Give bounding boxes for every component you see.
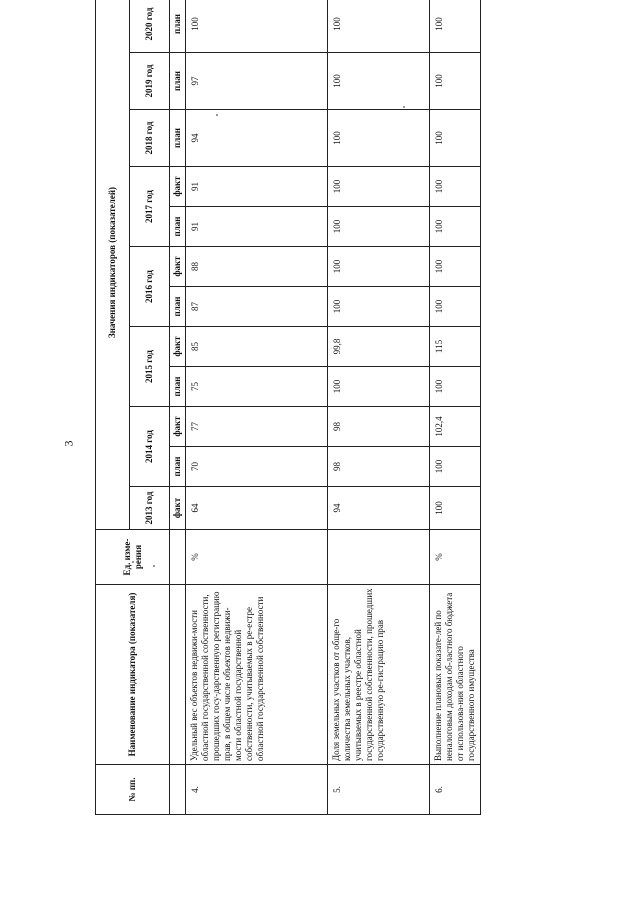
- header-unit: Ед. изме-рения: [96, 530, 170, 585]
- year-2015: 2015 год: [130, 327, 170, 407]
- row-value: 100: [328, 110, 430, 167]
- row-value: 102,4: [430, 407, 481, 447]
- year-2018: 2018 год: [130, 110, 170, 167]
- year-2017: 2017 год: [130, 167, 170, 247]
- row-value: 100: [328, 167, 430, 207]
- row-value: 77: [186, 407, 328, 447]
- row-value: 100: [328, 287, 430, 327]
- page-number: 3: [61, 440, 76, 447]
- empty-cell: [170, 530, 186, 585]
- row-num: 6.: [430, 765, 481, 815]
- indicator-table: [95, 0, 481, 815]
- sub-2018-plan: план: [170, 110, 186, 167]
- row-value: 100: [430, 447, 481, 487]
- row-value: 100: [430, 207, 481, 247]
- year-2013: 2013 год: [130, 487, 170, 530]
- year-2016: 2016 год: [130, 247, 170, 327]
- row-value: 100: [430, 487, 481, 530]
- row-value: 75: [186, 367, 328, 407]
- rotated-table-container: [95, 7, 476, 815]
- row-value: 100: [430, 0, 481, 53]
- year-2019: 2019 год: [130, 53, 170, 110]
- sub-2019-plan: план: [170, 53, 186, 110]
- row-num: 4.: [186, 765, 328, 815]
- row-value: 100: [430, 53, 481, 110]
- row-value: 100: [430, 167, 481, 207]
- row-value: 98: [328, 407, 430, 447]
- row-value: 99,8: [328, 327, 430, 367]
- row-value: 100: [430, 247, 481, 287]
- row-value: 64: [186, 487, 328, 530]
- row-value: 100: [328, 207, 430, 247]
- sub-2016-plan: план: [170, 287, 186, 327]
- sub-2017-plan: план: [170, 207, 186, 247]
- table-row: [186, 0, 328, 815]
- row-value: 91: [186, 167, 328, 207]
- row-unit: [328, 530, 430, 585]
- row-value: 94: [186, 110, 328, 167]
- sub-2014-fact: факт: [170, 407, 186, 447]
- header-values: Значения индикаторов (показателей): [96, 0, 130, 530]
- header-row-1: [96, 0, 130, 815]
- row-value: 100: [430, 367, 481, 407]
- header-row-sub: [170, 0, 186, 815]
- row-value: 91: [186, 207, 328, 247]
- sub-2017-fact: факт: [170, 167, 186, 207]
- year-2014: 2014 год: [130, 407, 170, 487]
- table-row: [328, 0, 430, 815]
- row-value: 85: [186, 327, 328, 367]
- header-num: № пп.: [96, 765, 170, 815]
- year-2020: 2020 год: [130, 0, 170, 53]
- sub-2016-fact: факт: [170, 247, 186, 287]
- row-value: 100: [186, 0, 328, 53]
- header-name: Наименование индикатора (показателя): [96, 585, 170, 765]
- sub-2014-plan: план: [170, 447, 186, 487]
- sub-2013-fact: факт: [170, 487, 186, 530]
- table-row: [430, 0, 481, 815]
- row-unit: %: [186, 530, 328, 585]
- row-unit: %: [430, 530, 481, 585]
- row-value: 100: [328, 367, 430, 407]
- empty-cell: [170, 585, 186, 765]
- row-value: 97: [186, 53, 328, 110]
- row-name: Выполнение плановых показате-лей по неналоговым доходам об-ластного бюджета от использова-ния областного государственного имущества: [430, 585, 481, 765]
- row-name: Доля земельных участков от обще-го количества земельных участков, учитываемых в реестре областной государственной собственности, прошедших государственную ре-гистрацию прав: [328, 585, 430, 765]
- row-value: 94: [328, 487, 430, 530]
- row-value: 100: [430, 110, 481, 167]
- row-value: 98: [328, 447, 430, 487]
- row-num: 5.: [328, 765, 430, 815]
- sub-2020-plan: план: [170, 0, 186, 53]
- row-value: 70: [186, 447, 328, 487]
- sub-2015-fact: факт: [170, 327, 186, 367]
- row-value: 100: [328, 247, 430, 287]
- row-value: 100: [430, 287, 481, 327]
- row-value: 100: [328, 0, 430, 53]
- sub-2015-plan: план: [170, 367, 186, 407]
- row-value: 87: [186, 287, 328, 327]
- row-value: 88: [186, 247, 328, 287]
- empty-cell: [170, 765, 186, 815]
- row-value: 100: [328, 53, 430, 110]
- row-value: 115: [430, 327, 481, 367]
- row-name: Удельный вес объектов недвижи-мости областной государственной собственности, прошедших госу-дарственную регистрацию прав, в общем числе объектов недвижи-мости областной государственной собственности, учитываемых в ре-естре областной государственной собственности: [186, 585, 328, 765]
